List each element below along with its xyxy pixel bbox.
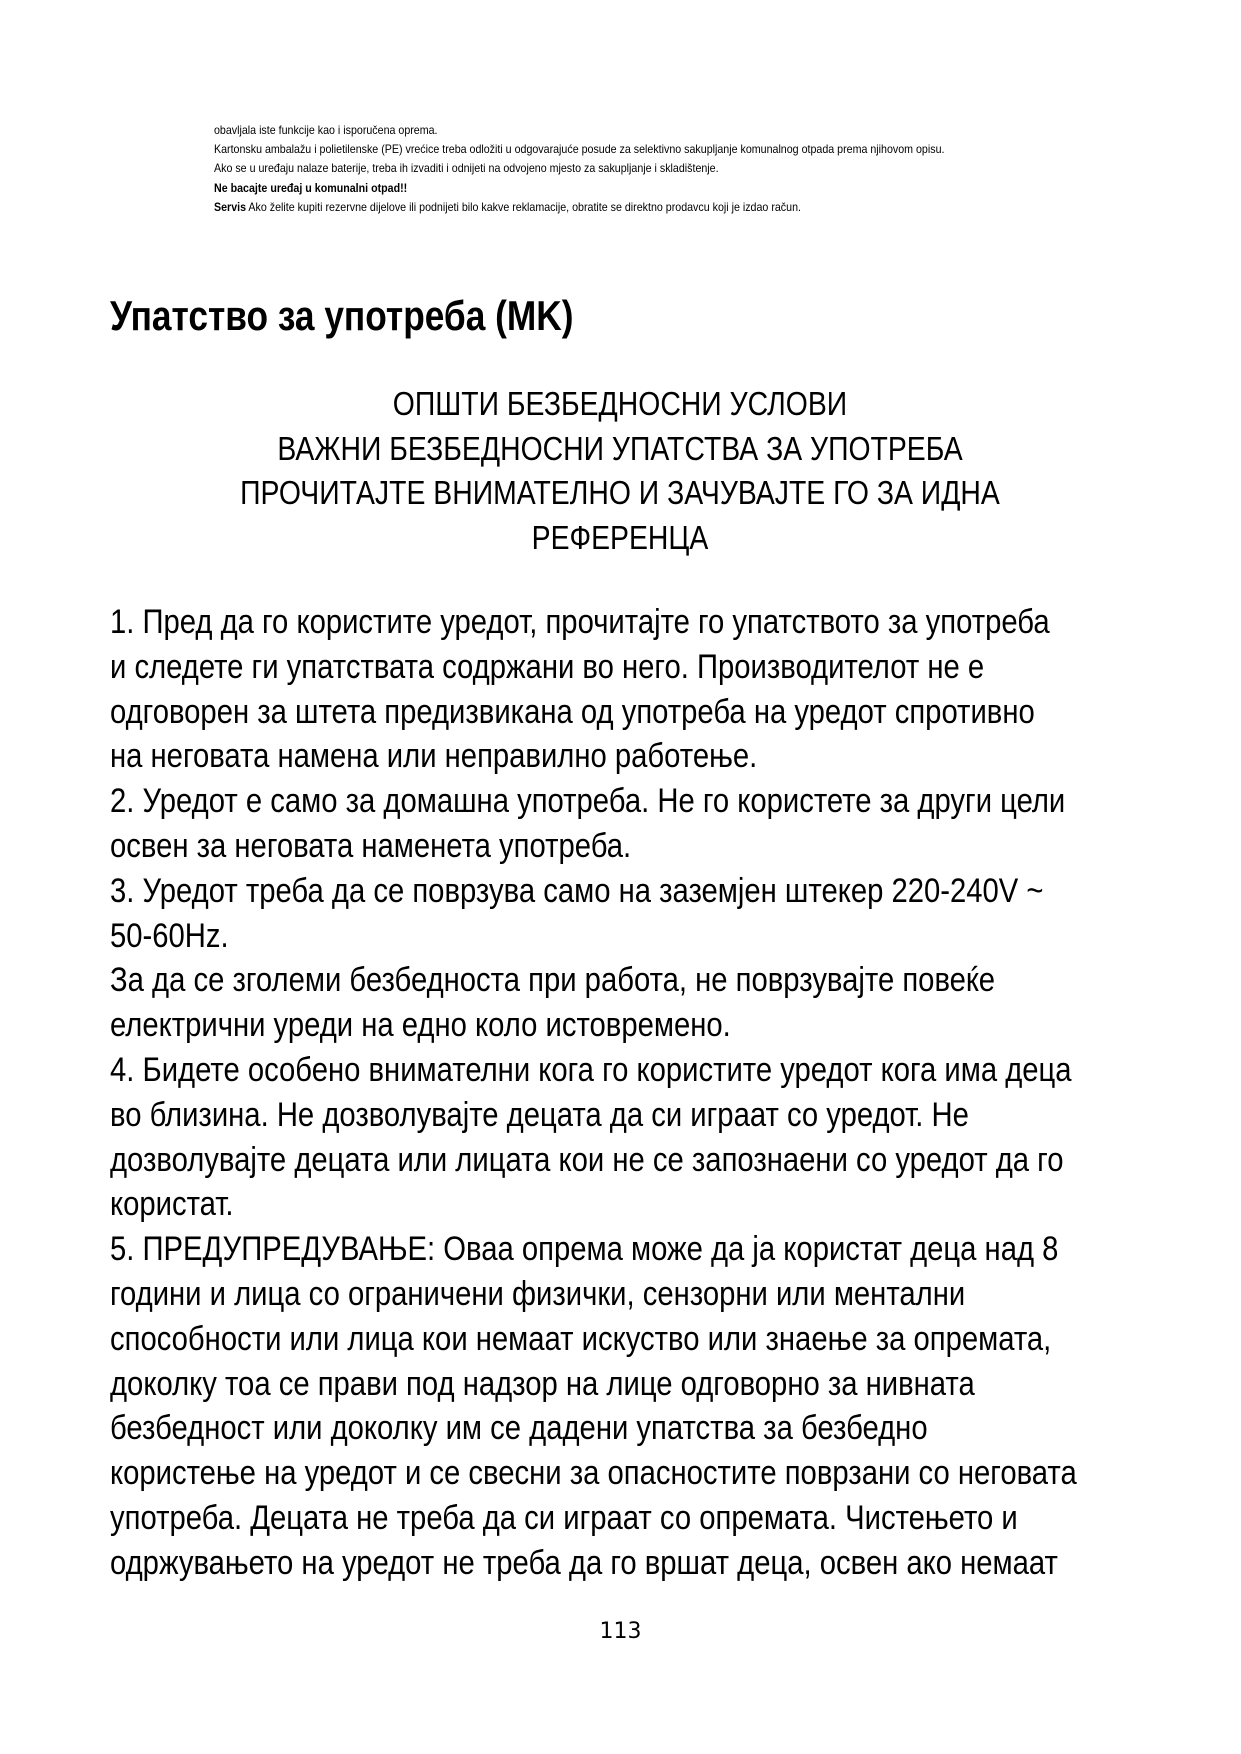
body-line: За да се зголеми безбедноста при работа, не поврзувајте повеќе	[110, 961, 995, 1000]
body-line: користат.	[110, 1185, 234, 1224]
section-heading: Упатство за употреба (MK)	[110, 292, 574, 339]
body-line: електрични уреди на едно коло истовремено.	[110, 1006, 731, 1045]
safety-heading-line: ПРОЧИТАЈТЕ ВНИМАТЕЛНО И ЗАЧУВАЈТЕ ГО ЗА ИДНА	[240, 474, 1000, 511]
body-line: 1. Пред да го користите уредот, прочитајте го упатството за употреба	[110, 603, 1050, 641]
servis-text: Ako želite kupiti rezervne dijelove ili podnijeti bilo kakve reklamacije, obratite se direktno prodavcu koji je izdao račun.	[246, 200, 801, 214]
body-line: на неговата намена или неправилно работење.	[110, 737, 758, 776]
body-line: 5. ПРЕДУПРЕДУВАЊЕ: Оваа опрема може да ја користат деца над 8	[110, 1230, 1059, 1269]
body-line: одржувањето на уредот не треба да го вршат деца, освен ако немаат	[110, 1543, 1058, 1582]
body-line: 3. Уредот треба да се поврзува само на заземјен штекер 220-240V ~	[110, 871, 1044, 910]
body-line: способности или лица кои немаат искуство или знаење за опремата,	[110, 1319, 1052, 1358]
body-line: доколку тоа се прави под надзор на лице одговорно за нивната	[110, 1364, 975, 1403]
safety-heading	[140, 382, 1100, 560]
instructions-body	[110, 600, 1099, 1586]
safety-heading-line: РЕФЕРЕНЦА	[531, 518, 709, 556]
body-line: одговорен за штета предизвикана од употреба на уредот спротивно	[110, 692, 1035, 731]
page-number: 113	[599, 1619, 642, 1644]
safety-heading-line: ОПШТИ БЕЗБЕДНОСНИ УСЛОВИ	[392, 385, 848, 422]
safety-heading-line: ВАЖНИ БЕЗБЕДНОСНИ УПАТСТВА ЗА УПОТРЕБА	[277, 429, 963, 467]
body-line: користење на уредот и се свесни за опасностите поврзани со неговата	[110, 1454, 1077, 1493]
note-line: Kartonsku ambalažu i polietilenske (PE) vrećice treba odložiti u odgovarajuće posude za selektivno sakupljanje komunalnog otpada prema njihovom opisu.	[214, 143, 945, 157]
note-warning: Ne bacajte uređaj u komunalni otpad!!	[214, 181, 408, 195]
body-line: години и лица со ограничени физички, сензорни или ментални	[110, 1274, 966, 1313]
servis-label: Servis	[214, 200, 247, 214]
body-line: 50-60Hz.	[110, 916, 229, 955]
note-line: obavljala iste funkcije kao i isporučena oprema.	[214, 124, 438, 137]
body-line: и следете ги упатствата содржани во него. Производителот не е	[110, 647, 985, 686]
body-line: во близина. Не дозволувајте децата да си играат со уредот. Не	[110, 1095, 969, 1134]
body-line: безбедност или доколку им се дадени упатства за безбедно	[110, 1409, 928, 1448]
body-line: дозволувајте децата или лицата кои не се запознаени со уредот да го	[110, 1140, 1064, 1179]
body-line: употреба. Децата не треба да си играат со опремата. Чистењето и	[110, 1498, 1018, 1537]
body-line: 4. Бидете особено внимателни кога го користите уредот кога има деца	[110, 1050, 1072, 1089]
body-line: 2. Уредот е само за домашна употреба. Не го користете за други цели	[110, 782, 1066, 821]
note-line: Ako se u uređaju nalaze baterije, treba ih izvaditi i odnijeti na odvojeno mjesto za sakupljanje i skladištenje.	[214, 162, 719, 176]
top-notes	[214, 121, 1116, 217]
body-line: освен за неговата наменета употреба.	[110, 826, 632, 865]
servis-note	[214, 198, 1116, 217]
